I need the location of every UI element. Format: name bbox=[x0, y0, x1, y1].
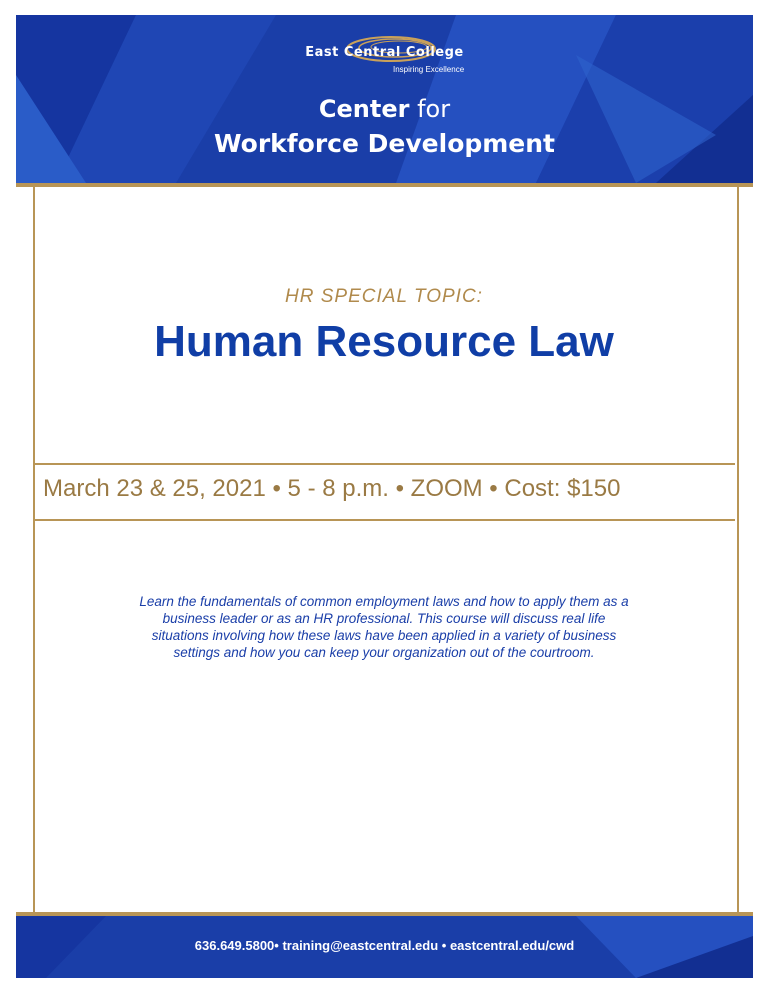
contact-info: 636.649.5800• training@eastcentral.edu • eastcentral.edu/cwd bbox=[194, 938, 575, 953]
center-heading-line2: Workforce Development bbox=[213, 129, 556, 158]
center-bold: Center bbox=[318, 95, 410, 123]
college-name: East Central College bbox=[305, 45, 464, 60]
center-for: for bbox=[417, 95, 451, 123]
header-banner bbox=[16, 15, 753, 183]
course-title: Human Resource Law bbox=[154, 317, 614, 366]
course-info: March 23 & 25, 2021 • 5 - 8 p.m. • ZOOM • Cost: $150 bbox=[43, 475, 621, 502]
course-subtitle: HR SPECIAL TOPIC: bbox=[285, 286, 483, 307]
course-info-band bbox=[33, 463, 735, 521]
college-logo bbox=[16, 45, 753, 74]
footer-banner bbox=[16, 916, 753, 978]
college-tagline: Inspiring Excellence bbox=[393, 65, 465, 74]
center-heading-line1 bbox=[16, 95, 753, 123]
course-description: Learn the fundamentals of common employment laws and how to apply them as a business leader or as an HR professional. This course will discuss real life situations involving how these laws have been applied in a variety of business settings and how you can keep your organization out of the courtroom. bbox=[139, 594, 629, 660]
